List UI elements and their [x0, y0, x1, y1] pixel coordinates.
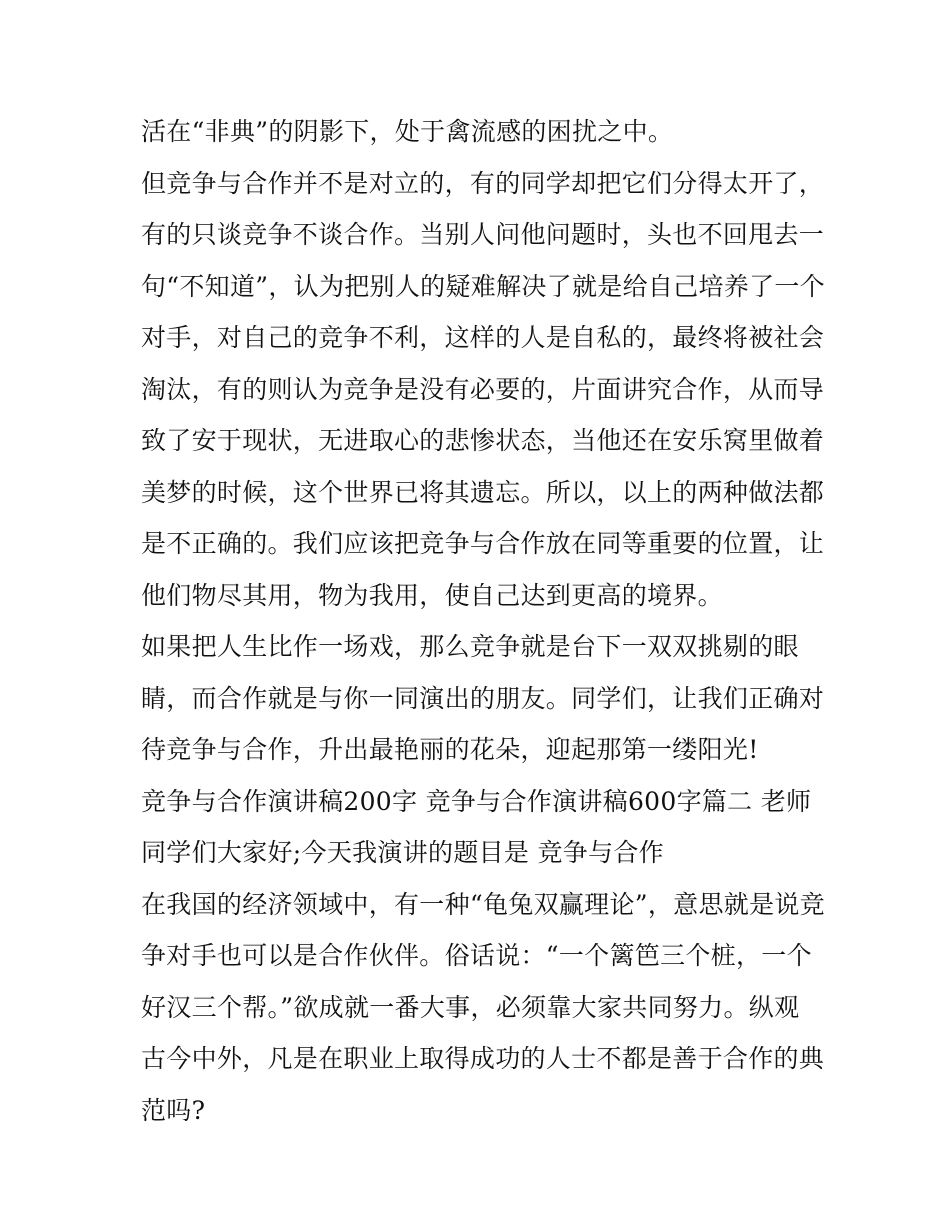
text-line: 有的只谈竞争不谈合作。当别人问他问题时，头也不回甩去一: [141, 220, 825, 249]
text-line: 活在“非典”的阴影下，处于禽流感的困扰之中。: [141, 117, 674, 146]
text-line: 但竞争与合作并不是对立的，有的同学却把它们分得太开了，: [141, 168, 825, 198]
text-line: 淘汰，有的则认为竞争是没有必要的，片面讲究合作，从而导: [141, 374, 825, 404]
text-line: 同学们大家好;今天我演讲的题目是 竞争与合作: [141, 838, 664, 867]
text-line: 范吗?: [141, 1095, 206, 1125]
text-line: 好汉三个帮。”欲成就一番大事，必须靠大家共同努力。纵观: [141, 992, 800, 1022]
text-line: 竞争与合作演讲稿200字 竞争与合作演讲稿600字篇二 老师: [141, 786, 812, 816]
text-line: 古今中外，凡是在职业上取得成功的人士不都是善于合作的典: [141, 1044, 825, 1073]
text-line: 致了安于现状，无进取心的悲惨状态，当他还在安乐窝里做着: [141, 426, 825, 455]
text-line: 争对手也可以是合作伙伴。俗话说：“一个篱笆三个桩，一个: [141, 941, 812, 970]
text-line: 对手，对自己的竞争不利，这样的人是自私的，最终将被社会: [141, 323, 825, 352]
text-line: 句“不知道”，认为把别人的疑难解决了就是给自己培养了一个: [141, 271, 825, 301]
text-line: 如果把人生比作一场戏，那么竞争就是台下一双双挑剔的眼: [141, 632, 799, 661]
document-body: [141, 106, 825, 1136]
text-line: 待竞争与合作，升出最艳丽的花朵，迎起那第一缕阳光!: [141, 735, 759, 764]
text-line: 在我国的经济领域中，有一种“龟兔双赢理论”，意思就是说竞: [141, 889, 825, 919]
text-line: 睛，而合作就是与你一同演出的朋友。同学们，让我们正确对: [141, 683, 825, 713]
text-line: 美梦的时候，这个世界已将其遗忘。所以，以上的两种做法都: [141, 477, 825, 507]
text-line: 他们物尽其用，物为我用，使自己达到更高的境界。: [141, 580, 723, 610]
text-line: 是不正确的。我们应该把竞争与合作放在同等重要的位置，让: [141, 529, 825, 558]
